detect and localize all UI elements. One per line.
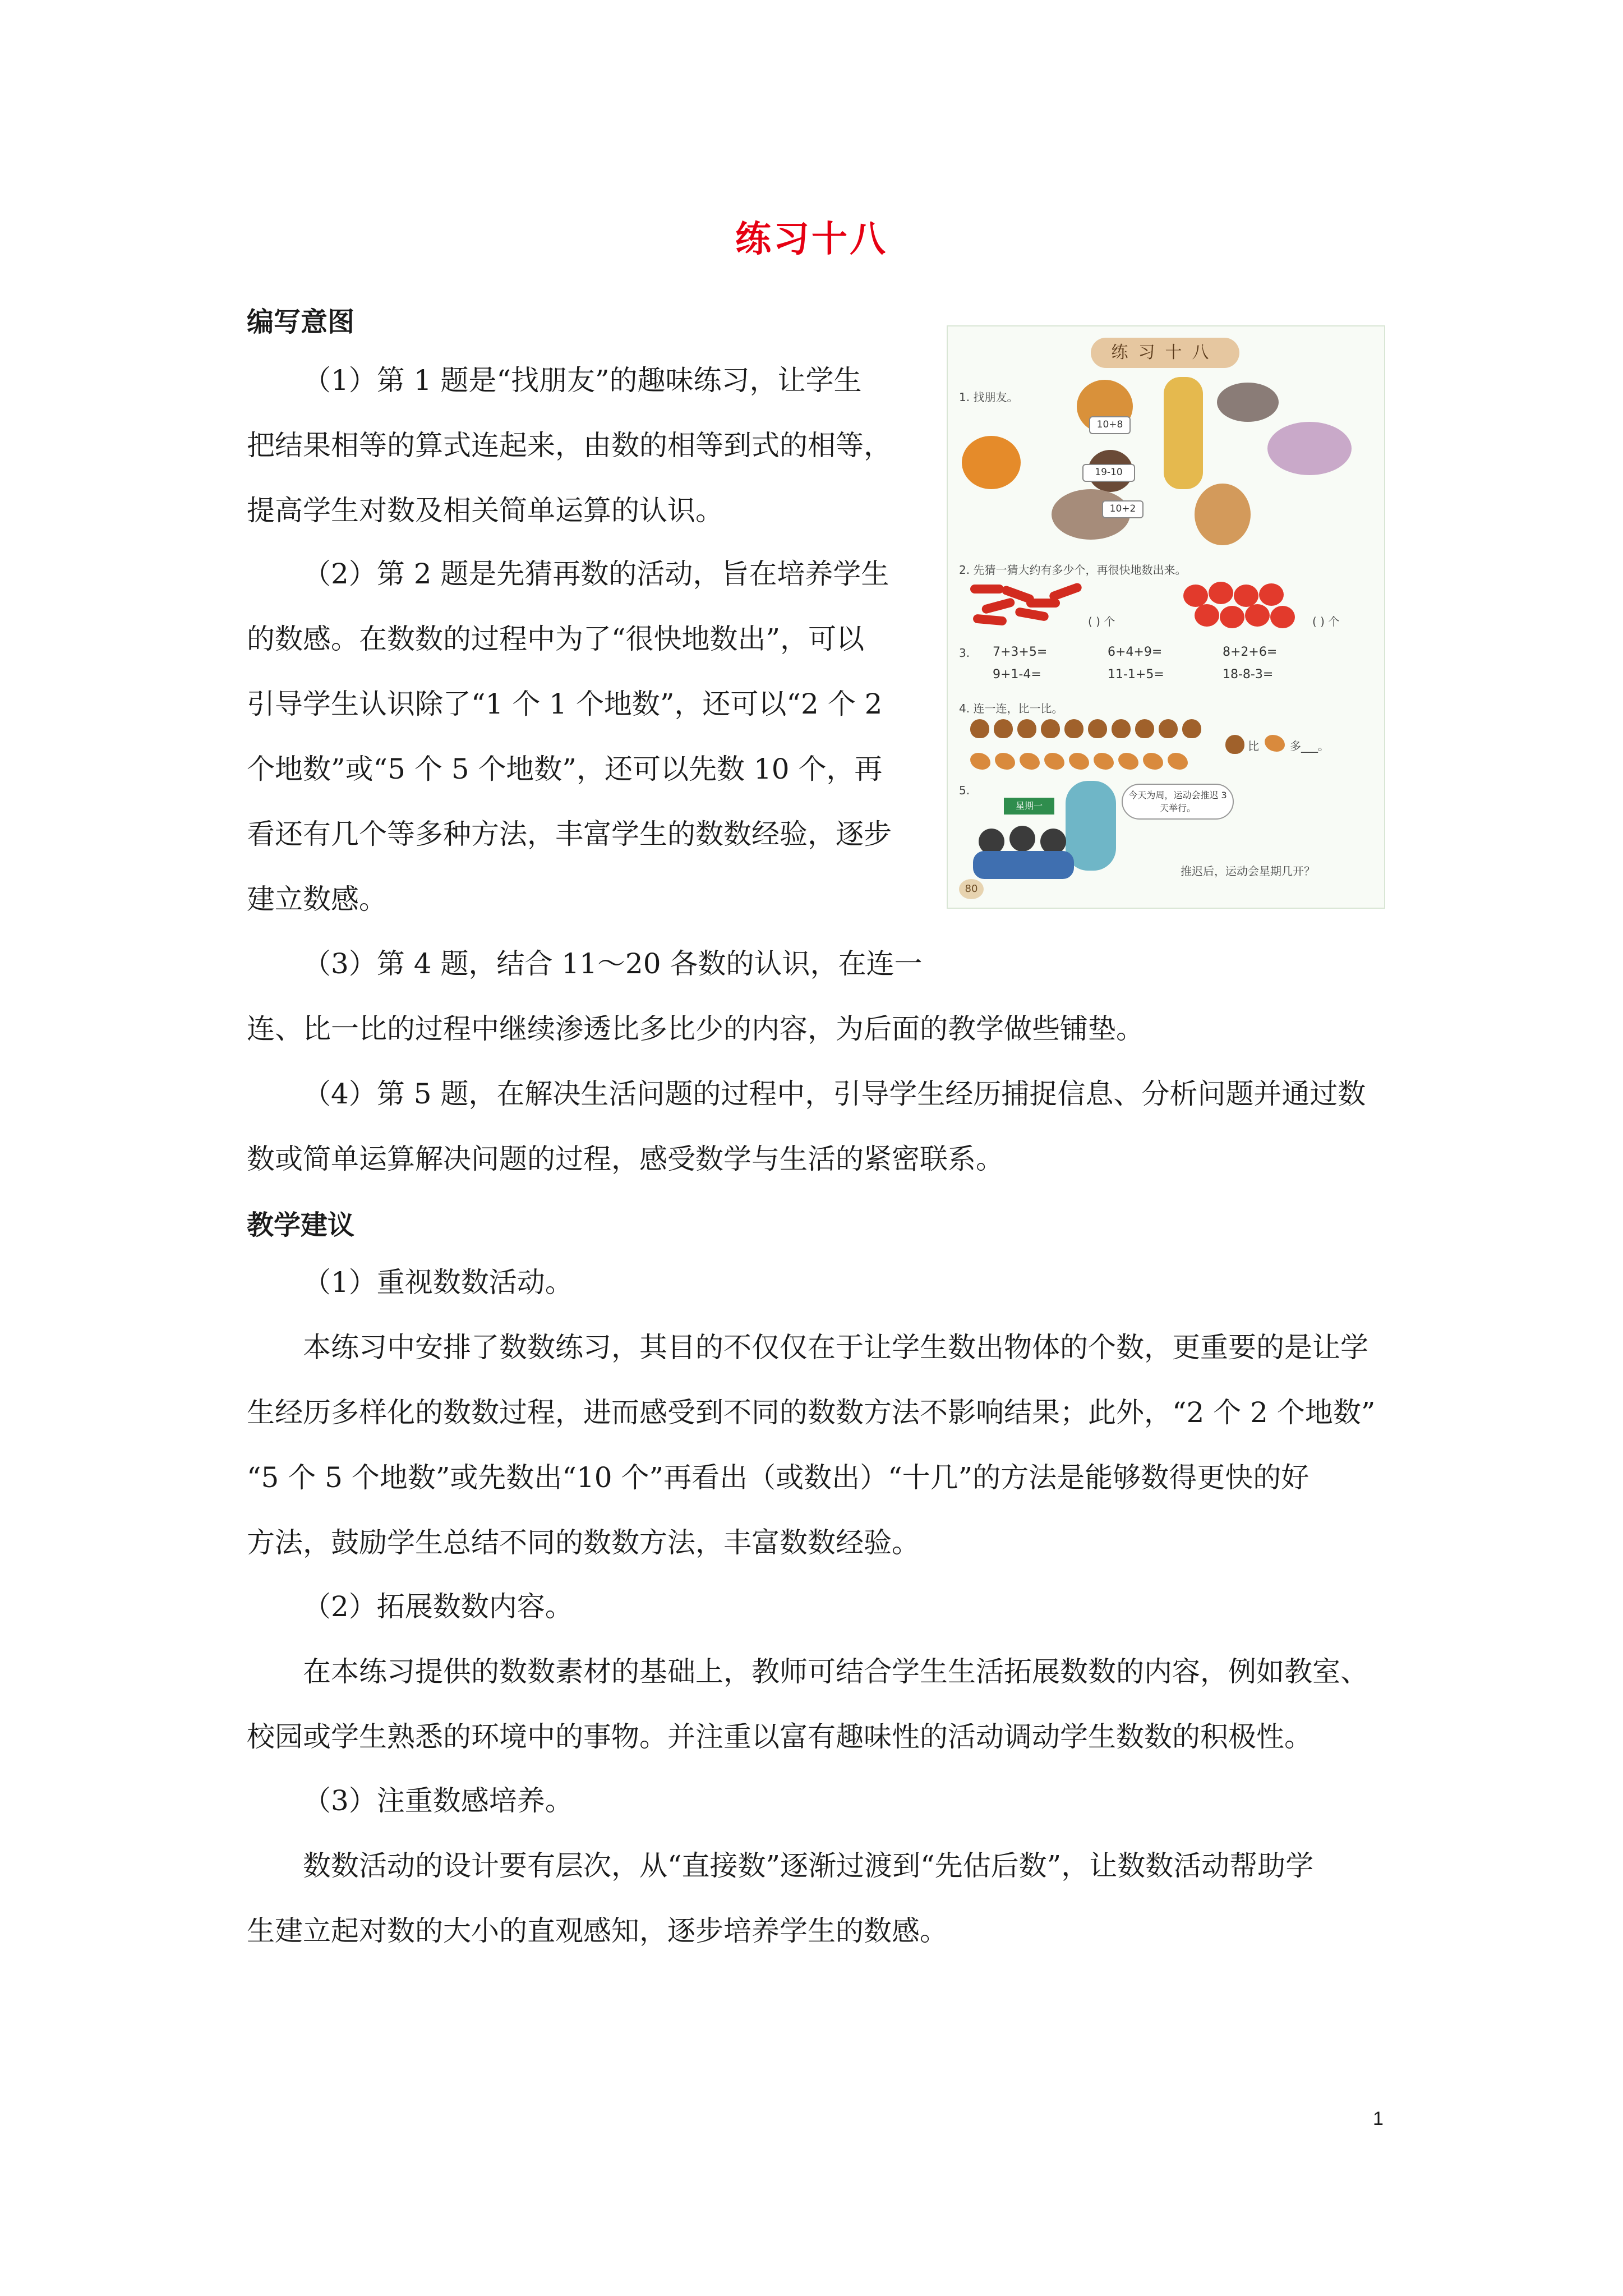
text-line: 的数感。在数数的过程中为了“很快地数出”，可以 [247,623,865,655]
nut-icon [994,719,1013,738]
nut-icon [970,719,989,738]
antelope-illustration [1195,484,1251,545]
text-line: 数数活动的设计要有层次，从“直接数”逐渐过渡到“先估后数”，让数数活动帮助学 [303,1849,1314,1882]
blank-count-1: ( ) 个 [1088,615,1115,628]
nut-icon [1064,719,1083,738]
question-2-label: 2. 先猜一猜大约有多少个，再很快地数出来。 [959,563,1187,577]
question-3-label: 3. [959,646,970,660]
equation: 11-1+5= [1108,668,1164,682]
text-line: 提高学生对数及相关简单运算的认识。 [247,494,723,527]
squirrel-icon [1168,753,1188,770]
squirrel-icon [1094,753,1114,770]
nut-icon [1017,719,1036,738]
blank-count-2: ( ) 个 [1312,615,1340,628]
compare-more-blank: 多___。 [1290,739,1329,753]
section-heading-intent: 编写意图 [247,306,355,338]
nut-icon [1112,719,1131,738]
pepper-icon [1048,582,1083,602]
text-line: （1）第 1 题是“找朋友”的趣味练习，让学生 [303,364,862,397]
speech-bubble: 今天为周，运动会推迟 3 天举行。 [1122,784,1234,820]
pepper-icon [981,597,1016,615]
compare-word: 比 [1248,739,1259,753]
apple-icon [1245,604,1270,627]
text-line: 数或简单运算解决问题的过程，感受数学与生活的紧密联系。 [247,1143,1004,1175]
apple-icon [1259,583,1284,606]
squirrel-icon [1044,753,1064,770]
card: 19-10 [1082,464,1135,482]
text-line: 把结果相等的算式连起来，由数的相等到式的相等， [247,429,892,462]
squirrel-icon [970,753,990,770]
subheading-advice-3: （3）注重数感培养。 [303,1784,573,1817]
calendar-board: 星期一 [1004,798,1054,815]
apple-icon [1234,585,1258,607]
pepper-icon [970,585,1004,593]
pepper-icon [1015,607,1049,622]
equation: 6+4+9= [1108,645,1163,659]
apple-icon [1270,606,1295,628]
apple-icon [1183,585,1208,607]
apple-icon [1220,606,1244,628]
text-line: 校园或学生熟悉的环境中的事物。并注重以富有趣味性的活动调动学生数数的积极性。 [247,1720,1312,1753]
student-body [973,851,1074,879]
text-line: 建立数感。 [247,883,387,915]
paragraph-intent-4 [247,1061,1374,1191]
card: 10+8 [1089,416,1131,434]
paragraph-advice-3 [247,1833,1374,1963]
text-line: 在本练习提供的数数素材的基础上，教师可结合学生生活拓展数数的内容，例如教室、 [303,1655,1368,1688]
equation: 7+3+5= [993,645,1048,659]
textbook-thumbnail [947,325,1385,909]
hippo-illustration [1217,383,1279,422]
text-line: 生建立起对数的大小的直观感知，逐步培养学生的数感。 [247,1915,948,1947]
nut-icon [1135,719,1154,738]
nut-icon [1041,719,1060,738]
pepper-icon [972,614,1007,625]
section-heading-advice: 教学建议 [247,1209,355,1241]
paragraph-intent-1 [247,348,914,543]
equation: 9+1-4= [993,668,1041,682]
squirrel-icon [1265,735,1285,752]
squirrel-icon [995,753,1015,770]
text-line: 连、比一比的过程中继续渗透比多比少的内容，为后面的教学做些铺垫。 [247,1013,1144,1045]
squirrel-icon [1020,753,1040,770]
paragraph-advice-2 [247,1639,1374,1769]
text-line: （4）第 5 题，在解决生活问题的过程中，引导学生经历捕捉信息、分析问题并通过数 [303,1078,1366,1110]
text-line: 看还有几个等多种方法，丰富学生的数数经验，逐步 [247,818,892,850]
subheading-advice-1: （1）重视数数活动。 [303,1266,573,1299]
nut-icon [1225,735,1244,754]
equation: 8+2+6= [1223,645,1278,659]
squirrel-icon [1069,753,1089,770]
card: 10+2 [1102,500,1144,518]
text-line: “5 个 5 个地数”或先数出“10 个”再看出（或数出）“十几”的方法是能够数得更快的好 [247,1461,1310,1494]
elephant-illustration [1267,422,1352,475]
apple-icon [1195,604,1219,627]
subheading-advice-2: （2）拓展数数内容。 [303,1590,573,1623]
question-5-label: 5. [959,784,970,797]
nut-icon [1182,719,1201,738]
paragraph-intent-3 [247,931,1374,1061]
text-line: 方法，鼓励学生总结不同的数数方法，丰富数数经验。 [247,1526,920,1559]
squirrel-icon [1118,753,1138,770]
question-1-label: 1. 找朋友。 [959,390,1018,404]
page-number: 1 [1373,2108,1384,2129]
tiger-illustration [962,436,1021,489]
student-illustration [1009,826,1035,852]
paragraph-intent-2 [247,541,914,932]
page-title: 练习十八 [735,218,888,260]
text-line: 个地数”或“5 个 5 个地数”，还可以先数 10 个，再 [247,753,883,785]
nut-icon [1159,719,1178,738]
thumbnail-page-number: 80 [959,879,984,899]
thumbnail-banner: 练习十八 [1091,338,1239,368]
apple-icon [1209,582,1233,604]
squirrel-icon [1143,753,1163,770]
question-5-prompt: 推迟后，运动会星期几开？ [1181,864,1315,878]
question-4-label: 4. 连一连，比一比。 [959,702,1063,715]
text-line: 引导学生认识除了“1 个 1 个地数”，还可以“2 个 2 [247,688,883,720]
paragraph-advice-1 [247,1315,1374,1575]
teacher-illustration [1066,781,1116,871]
text-line: 本练习中安排了数数练习，其目的不仅仅在于让学生数出物体的个数，更重要的是让学 [303,1331,1368,1364]
giraffe-illustration [1164,377,1203,489]
equation: 18-8-3= [1223,668,1274,682]
text-line: （3）第 4 题，结合 11～20 各数的认识，在连一 [303,947,923,980]
text-line: 生经历多样化的数数过程，进而感受到不同的数数方法不影响结果；此外，“2 个 2 个地数” [247,1396,1376,1429]
text-line: （2）第 2 题是先猜再数的活动，旨在培养学生 [303,558,889,590]
nut-icon [1088,719,1107,738]
